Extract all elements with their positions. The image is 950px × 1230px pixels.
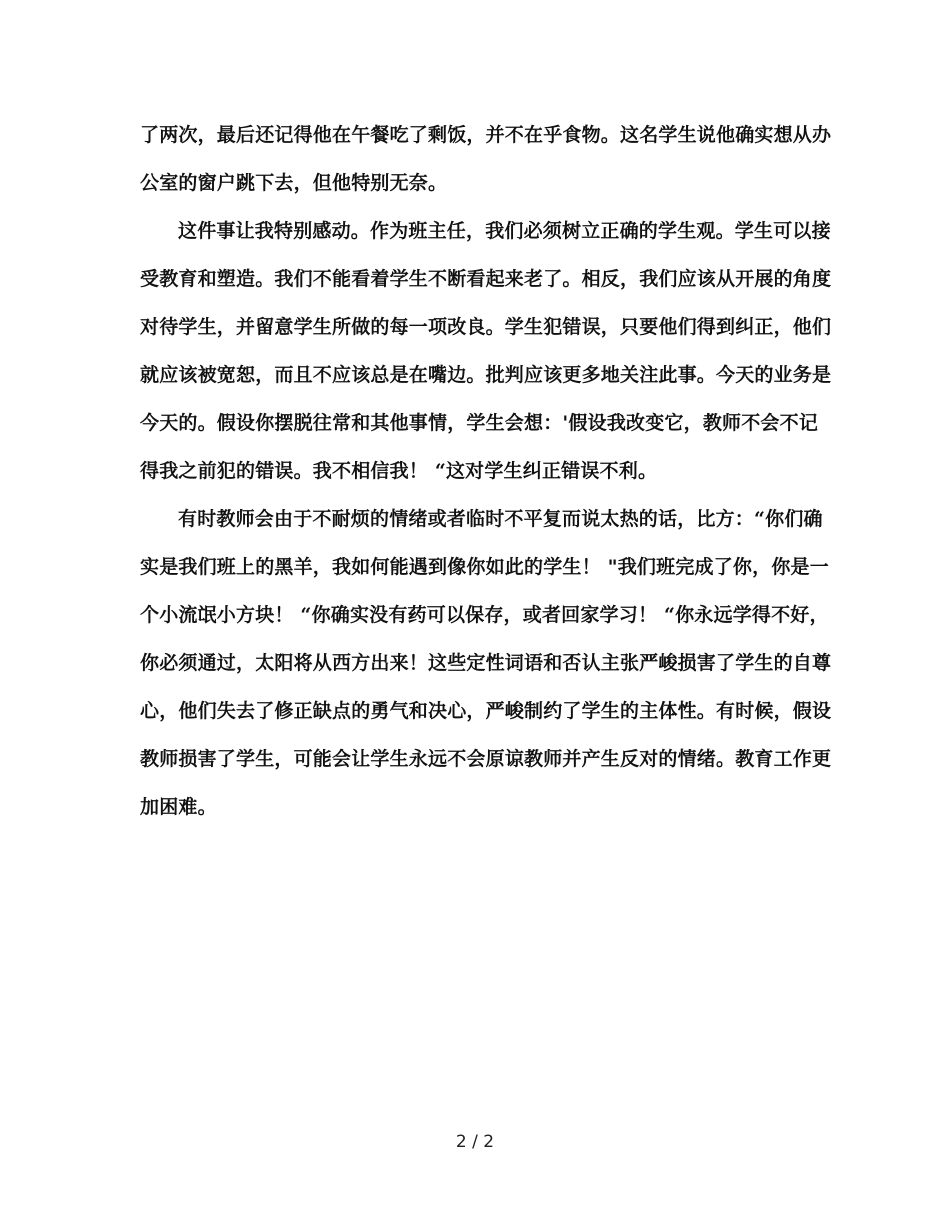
text-line: 你必须通过，太阳将从西方出来！这些定性词语和否认主张严峻损害了学生的自尊 (140, 652, 832, 674)
text-line: 了两次，最后还记得他在午餐吃了剩饭，并不在乎食物。这名学生说他确实想从办 (140, 124, 832, 146)
paragraph-start-line: 有时教师会由于不耐烦的情绪或者临时不平复而说太热的话，比方：“你们确 (178, 508, 823, 530)
text-line: 就应该被宽恕，而且不应该总是在嘴边。批判应该更多地关注此事。今天的业务是 (140, 364, 832, 386)
page-number: 2 / 2 (455, 1132, 495, 1152)
text-line: 加困难。 (140, 796, 217, 818)
text-line: 受教育和塑造。我们不能看着学生不断看起来老了。相反，我们应该从开展的角度 (140, 268, 832, 290)
text-line: 实是我们班上的黑羊，我如何能遇到像你如此的学生！ "我们班完成了你，你是一 (140, 556, 829, 578)
text-line: 个小流氓小方块！ “你确实没有药可以保存，或者回家学习！ “你永远学得不好， (140, 604, 829, 626)
text-line: 得我之前犯的错误。我不相信我！ “这对学生纠正错误不利。 (140, 460, 658, 482)
text-line: 公室的窗户跳下去，但他特别无奈。 (140, 172, 448, 194)
text-line: 心，他们失去了修正缺点的勇气和决心，严峻制约了学生的主体性。有时候，假设 (140, 700, 832, 722)
paragraph-start-line: 这件事让我特别感动。作为班主任，我们必须树立正确的学生观。学生可以接 (178, 220, 831, 242)
text-line: 今天的。假设你摆脱往常和其他事情，学生会想：'假设我改变它，教师不会不记 (140, 412, 819, 434)
body-text (140, 123, 830, 843)
text-line: 教师损害了学生，可能会让学生永远不会原谅教师并产生反对的情绪。教育工作更 (140, 748, 832, 770)
text-line: 对待学生，并留意学生所做的每一项改良。学生犯错误，只要他们得到纠正，他们 (140, 316, 832, 338)
